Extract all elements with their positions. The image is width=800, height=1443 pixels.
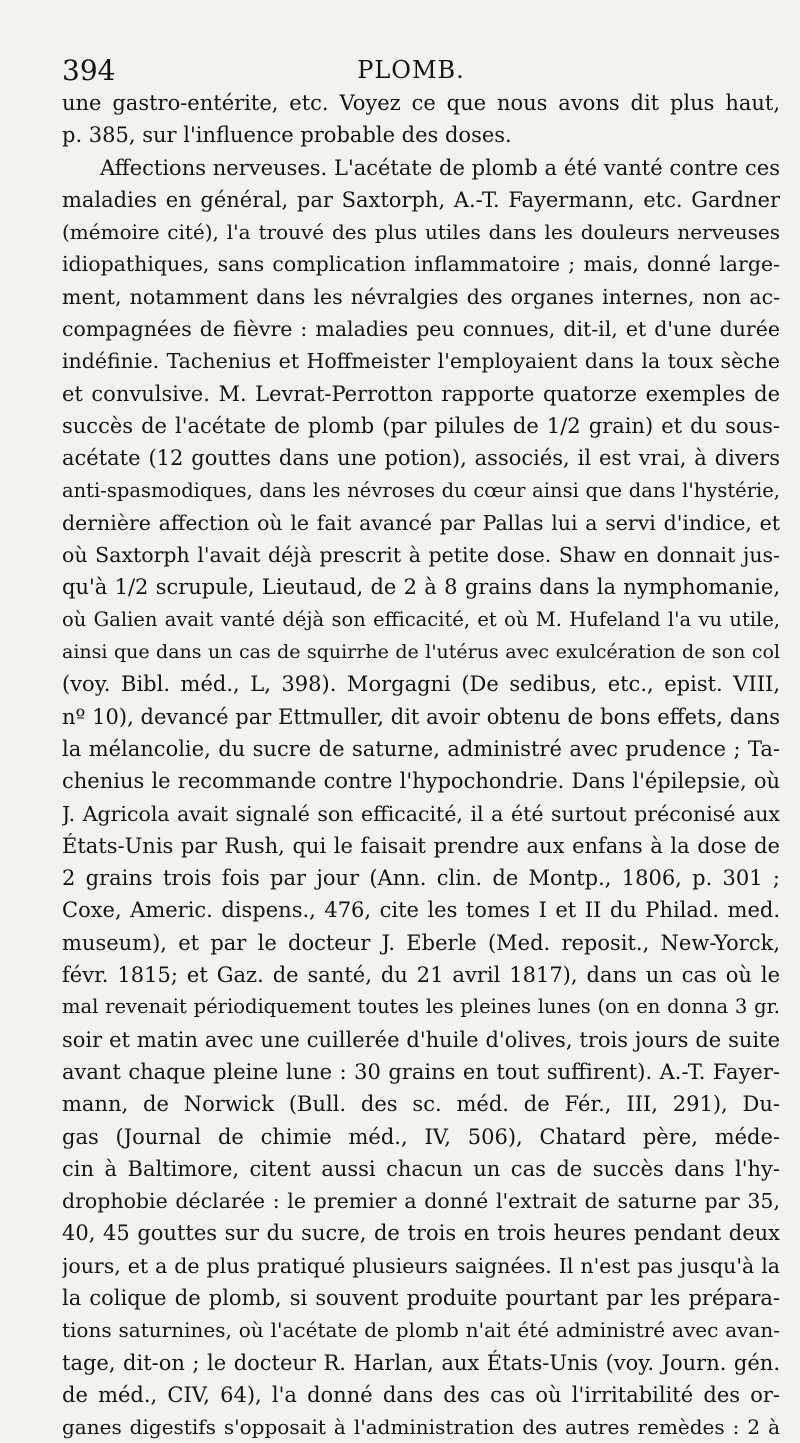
- text-line: mann, de Norwick (Bull. des sc. méd. de Fér., III, 291), Du-: [62, 1092, 780, 1117]
- text-line: ment, notamment dans les névralgies des organes internes, non ac-: [62, 284, 780, 309]
- text-line: gas (Journal de chimie méd., IV, 506), Chatard père, méde-: [62, 1124, 780, 1149]
- text-line: drophobie déclarée : le premier a donné l'extrait de saturne par 35,: [62, 1189, 780, 1214]
- text-line: ainsi que dans un cas de squirrhe de l'utérus avec exulcération de son col: [62, 641, 780, 664]
- text-line: chenius le recommande contre l'hypochondrie. Dans l'épilepsie, où: [62, 769, 780, 794]
- text-line: soir et matin avec une cuillerée d'huile d'olives, trois jours de suite: [62, 1027, 780, 1052]
- text-line: jours, et a de plus pratiqué plusieurs saignées. Il n'est pas jusqu'à la: [62, 1253, 780, 1278]
- text-line: (mémoire cité), l'a trouvé des plus utiles dans les douleurs nerveuses: [62, 220, 780, 245]
- text-line: tions saturnines, où l'acétate de plomb n'ait été administré avec avan-: [62, 1318, 780, 1343]
- text-line: une gastro-entérite, etc. Voyez ce que nous avons dit plus haut,: [62, 91, 780, 115]
- text-line: avant chaque pleine lune : 30 grains en tout suffirent). A.-T. Fayer-: [62, 1059, 780, 1084]
- running-title: PLOMB.: [357, 56, 465, 84]
- text-line: 40, 45 gouttes sur du sucre, de trois en trois heures pendant deux: [62, 1221, 780, 1246]
- text-line: la colique de plomb, si souvent produite pourtant par les prépara-: [62, 1285, 780, 1310]
- text-line: indéfinie. Tachenius et Hoffmeister l'employaient dans la toux sèche: [62, 349, 780, 374]
- text-line: cin à Baltimore, citent aussi chacun un cas de succès dans l'hy-: [62, 1156, 780, 1181]
- text-line: États-Unis par Rush, qui le faisait prendre aux enfans à la dose de: [62, 833, 780, 858]
- body-text: [62, 87, 780, 1443]
- text-line: févr. 1815; et Gaz. de santé, du 21 avril 1817), dans un cas où le: [62, 963, 780, 988]
- text-line: dernière affection où le fait avancé par Pallas lui a servi d'indice, et: [62, 510, 780, 535]
- text-line: succès de l'acétate de plomb (par pilules de 1/2 grain) et du sous-: [62, 413, 780, 438]
- text-line: (voy. Bibl. méd., L, 398). Morgagni (De sedibus, etc., epist. VIII,: [62, 672, 780, 697]
- text-line: idiopathiques, sans complication inflammatoire ; mais, donné large-: [62, 252, 780, 277]
- text-line: mal revenait périodiquement toutes les pleines lunes (on en donna 3 gr.: [62, 995, 780, 1019]
- text-line: J. Agricola avait signalé son efficacité, il a été surtout préconisé aux: [62, 801, 780, 826]
- page-header: [62, 50, 760, 90]
- text-line: ganes digestifs s'opposait à l'administration des autres remèdes : 2 à: [62, 1415, 780, 1440]
- text-line: tage, dit-on ; le docteur R. Harlan, aux États-Unis (voy. Journ. gén.: [62, 1350, 780, 1375]
- text-line: de méd., CIV, 64), l'a donné dans des cas où l'irritabilité des or-: [62, 1382, 780, 1407]
- text-line: où Galien avait vanté déjà son efficacité, et où M. Hufeland l'a vu utile,: [62, 607, 780, 631]
- text-line: qu'à 1/2 scrupule, Lieutaud, de 2 à 8 grains dans la nymphomanie,: [62, 575, 780, 600]
- text-line: Affections nerveuses. L'acétate de plomb a été vanté contre ces: [100, 155, 780, 180]
- text-line: maladies en général, par Saxtorph, A.-T. Fayermann, etc. Gardner: [62, 187, 780, 212]
- text-line: 2 grains trois fois par jour (Ann. clin. de Montp., 1806, p. 301 ;: [62, 866, 780, 891]
- page-number: 394: [62, 54, 116, 87]
- text-line: la mélancolie, du sucre de saturne, administré avec prudence ; Ta-: [62, 736, 780, 761]
- text-line: anti-spasmodiques, dans les névroses du cœur ainsi que dans l'hystérie,: [62, 478, 780, 502]
- text-line: Coxe, Americ. dispens., 476, cite les tomes I et II du Philad. med.: [62, 898, 780, 923]
- text-line: et convulsive. M. Levrat-Perrotton rapporte quatorze exemples de: [62, 381, 780, 406]
- text-line: p. 385, sur l'influence probable des doses.: [62, 123, 512, 148]
- text-line: où Saxtorph l'avait déjà prescrit à petite dose. Shaw en donnait jus-: [62, 543, 780, 568]
- text-line: museum), et par le docteur J. Eberle (Med. reposit., New-Yorck,: [62, 930, 780, 955]
- text-line: compagnées de fièvre : maladies peu connues, dit-il, et d'une durée: [62, 317, 780, 342]
- text-line: nº 10), devancé par Ettmuller, dit avoir obtenu de bons effets, dans: [62, 704, 780, 729]
- text-line: acétate (12 gouttes dans une potion), associés, il est vrai, à divers: [62, 446, 780, 471]
